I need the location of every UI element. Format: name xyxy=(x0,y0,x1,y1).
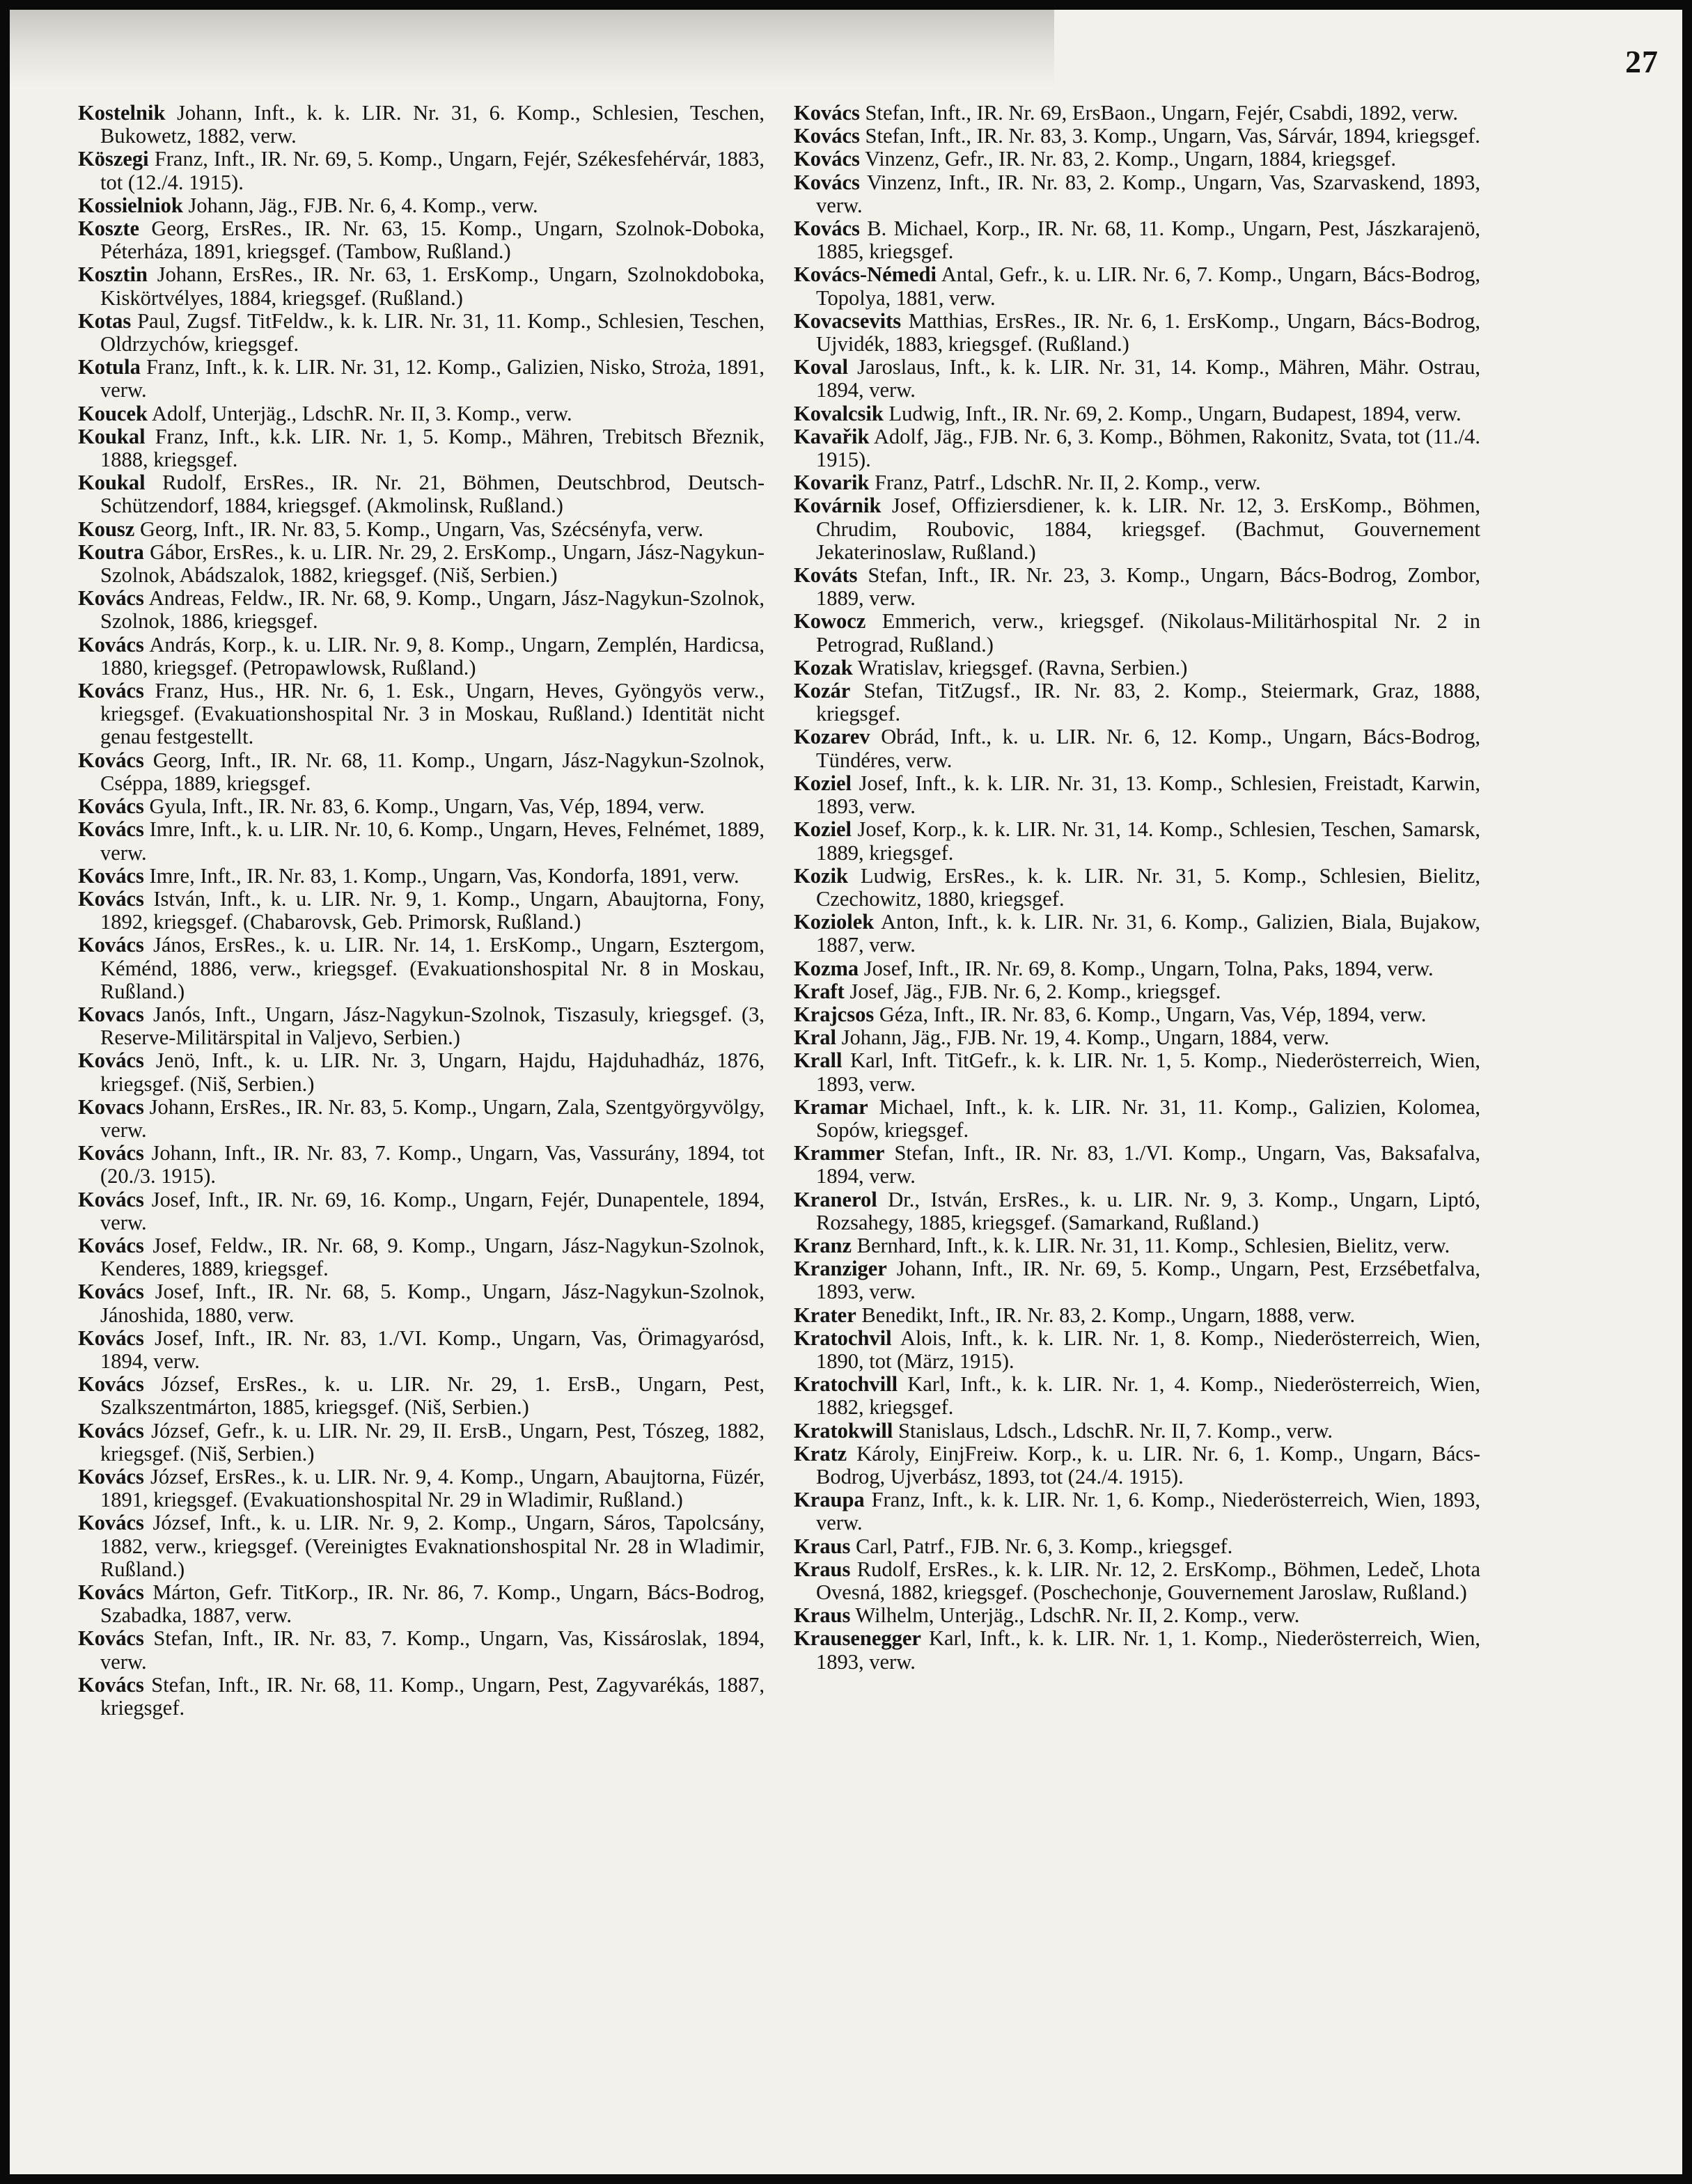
entry-details: Jenö, Inft., k. u. LIR. Nr. 3, Ungarn, Hajdu, Hajduhadház, 1876, kriegsgef. (Niš, Serbien.) xyxy=(100,1048,765,1096)
list-entry xyxy=(78,425,765,471)
list-entry xyxy=(794,148,1480,171)
list-entry xyxy=(78,1466,765,1511)
list-entry xyxy=(794,818,1480,864)
entry-surname: Kozár xyxy=(794,679,851,703)
entry-surname: Koziolek xyxy=(794,910,875,934)
list-entry xyxy=(794,911,1480,957)
entry-details: Janós, Inft., Ungarn, Jász-Nagykun-Szolnok, Tiszasuly, kriegsgef. (3, Reserve-Militärspital in Valjevo, Serbien.) xyxy=(100,1002,765,1050)
entry-details: Johann, Inft., IR. Nr. 69, 5. Komp., Ungarn, Pest, Erzsébetfalva, 1893, verw. xyxy=(816,1257,1480,1304)
entry-surname: Kovarik xyxy=(794,471,870,495)
entry-details: Gábor, ErsRes., k. u. LIR. Nr. 29, 2. ErsKomp., Ungarn, Jász-Nagykun-Szolnok, Abádszalok, 1882, kriegsgef. (Niš, Serbien.) xyxy=(100,540,765,588)
list-entry xyxy=(794,1488,1480,1534)
entry-details: Vinzenz, Gefr., IR. Nr. 83, 2. Komp., Ungarn, 1884, kriegsgef. xyxy=(859,147,1397,171)
list-entry xyxy=(794,865,1480,911)
entry-details: Rudolf, ErsRes., IR. Nr. 21, Böhmen, Deutschbrod, Deutsch-Schützendorf, 1884, kriegsgef. (Akmolinsk, Rußland.) xyxy=(100,471,765,518)
list-entry xyxy=(794,125,1480,148)
list-entry xyxy=(78,148,765,194)
list-entry xyxy=(78,217,765,263)
entry-surname: Kovacsevits xyxy=(794,308,902,333)
entry-surname: Kotas xyxy=(78,308,132,333)
entry-details: Matthias, ErsRes., IR. Nr. 6, 1. ErsKomp., Ungarn, Bács-Bodrog, Ujvidék, 1883, kriegsgef. (Rußland.) xyxy=(816,308,1480,356)
entry-surname: Kraus xyxy=(794,1603,851,1628)
entry-surname: Kovács xyxy=(78,1280,144,1304)
entry-surname: Koucek xyxy=(78,401,148,425)
entry-surname: Krajcsos xyxy=(794,1002,875,1026)
list-entry xyxy=(78,888,765,934)
list-entry xyxy=(794,1327,1480,1373)
entry-surname: Kranziger xyxy=(794,1257,887,1281)
entry-surname: Krausenegger xyxy=(794,1626,921,1651)
entry-surname: Kovács xyxy=(78,632,144,657)
list-entry xyxy=(78,587,765,633)
list-entry xyxy=(794,471,1480,494)
list-entry xyxy=(794,494,1480,564)
entry-details: Rudolf, ErsRes., k. k. LIR. Nr. 12, 2. ErsKomp., Böhmen, Ledeč, Lhota Ovesná, 1882, kriegsgef. (Poschechonje, Gouvernement Jaroslaw, Rußland.) xyxy=(816,1557,1480,1604)
entry-surname: Kovács xyxy=(78,748,144,772)
entry-details: Stefan, Inft., IR. Nr. 83, 1./VI. Komp., Ungarn, Vas, Baksafalva, 1894, verw. xyxy=(816,1141,1480,1188)
list-entry xyxy=(794,657,1480,679)
scan-shadow xyxy=(10,10,1054,86)
entry-details: Franz, Inft., IR. Nr. 69, 5. Komp., Ungarn, Fejér, Székesfehérvár, 1883, tot (12./4. 1915). xyxy=(100,147,765,194)
entry-details: Josef, Inft., IR. Nr. 69, 16. Komp., Ungarn, Fejér, Dunapentele, 1894, verw. xyxy=(100,1187,765,1234)
list-entry xyxy=(78,402,765,425)
entry-details: Georg, Inft., IR. Nr. 68, 11. Komp., Ungarn, Jász-Nagykun-Szolnok, Cséppa, 1889, kriegsgef. xyxy=(100,748,765,795)
list-entry xyxy=(794,1627,1480,1673)
entry-surname: Kavařik xyxy=(794,424,870,448)
entry-surname: Kovács xyxy=(78,1464,144,1488)
entry-surname: Kovács xyxy=(78,1626,144,1651)
list-entry xyxy=(794,1049,1480,1095)
entry-surname: Kovács xyxy=(78,1141,144,1165)
entry-details: Bernhard, Inft., k. k. LIR. Nr. 31, 11. Komp., Schlesien, Bielitz, verw. xyxy=(852,1233,1450,1257)
entry-details: Stefan, Inft., IR. Nr. 69, ErsBaon., Ungarn, Fejér, Csabdi, 1892, verw. xyxy=(859,101,1459,125)
list-entry xyxy=(78,1627,765,1673)
entry-surname: Kovács xyxy=(78,933,144,957)
entry-surname: Kovács xyxy=(78,817,144,842)
list-entry xyxy=(794,1003,1480,1026)
entry-details: Josef, Inft., IR. Nr. 83, 1./VI. Komp., Ungarn, Vas, Örimagyarósd, 1894, verw. xyxy=(100,1326,765,1373)
list-entry xyxy=(794,402,1480,425)
entry-surname: Kratochvil xyxy=(794,1326,892,1350)
entry-details: Johann, ErsRes., IR. Nr. 83, 5. Komp., Ungarn, Zala, Szentgyörgyvölgy, verw. xyxy=(100,1094,765,1142)
entry-details: Stefan, Inft., IR. Nr. 23, 3. Komp., Ungarn, Bács-Bodrog, Zombor, 1889, verw. xyxy=(816,563,1480,611)
list-entry xyxy=(78,679,765,749)
entry-surname: Kozma xyxy=(794,956,859,980)
entry-surname: Kotula xyxy=(78,355,141,379)
list-entry xyxy=(78,1581,765,1627)
entry-surname: Krater xyxy=(794,1303,856,1327)
entry-details: Stanislaus, Ldsch., LdschR. Nr. II, 7. Komp., verw. xyxy=(893,1418,1333,1443)
entry-details: Stefan, Inft., IR. Nr. 83, 3. Komp., Ungarn, Vas, Sárvár, 1894, kriegsgef. xyxy=(859,124,1480,148)
entry-surname: Kovács xyxy=(78,1511,144,1535)
entry-surname: Kovalcsik xyxy=(794,401,884,425)
entry-details: Wratislav, kriegsgef. (Ravna, Serbien.) xyxy=(852,655,1188,679)
entry-surname: Kossielniok xyxy=(78,193,183,217)
list-entry xyxy=(78,471,765,517)
entry-details: Franz, Inft., k.k. LIR. Nr. 1, 5. Komp., Mähren, Trebitsch Březnik, 1888, kriegsgef. xyxy=(100,424,765,472)
right-column xyxy=(794,102,1480,1674)
list-entry xyxy=(794,1304,1480,1327)
entry-details: Michael, Inft., k. k. LIR. Nr. 31, 11. Komp., Galizien, Kolomea, Sopów, kriegsgef. xyxy=(816,1094,1480,1142)
entry-details: Károly, EinjFreiw. Korp., k. u. LIR. Nr. 6, 1. Komp., Ungarn, Bács-Bodrog, Ujverbász, 1893, tot (24./4. 1915). xyxy=(816,1441,1480,1488)
entry-details: Franz, Patrf., LdschR. Nr. II, 2. Komp., verw. xyxy=(869,471,1261,495)
entry-details: Ludwig, Inft., IR. Nr. 69, 2. Komp., Ungarn, Budapest, 1894, verw. xyxy=(883,401,1462,425)
list-entry xyxy=(794,102,1480,125)
list-entry xyxy=(794,772,1480,818)
entry-surname: Kozarev xyxy=(794,725,870,749)
entry-details: Georg, ErsRes., IR. Nr. 63, 15. Komp., Ungarn, Szolnok-Doboka, Péterháza, 1891, kriegsgef. (Tambow, Rußland.) xyxy=(100,217,765,264)
page-number: 27 xyxy=(1625,44,1659,79)
list-entry xyxy=(794,263,1480,309)
entry-surname: Kovacs xyxy=(78,1094,144,1119)
entry-surname: Kraus xyxy=(794,1557,851,1581)
list-entry xyxy=(78,1234,765,1280)
list-entry xyxy=(78,102,765,148)
list-entry xyxy=(794,679,1480,725)
list-entry xyxy=(78,1280,765,1326)
entry-details: Emmerich, verw., kriegsgef. (Nikolaus-Militärhospital Nr. 2 in Petrograd, Rußland.) xyxy=(816,609,1480,657)
list-entry xyxy=(794,1604,1480,1627)
entry-details: Carl, Patrf., FJB. Nr. 6, 3. Komp., kriegsgef. xyxy=(850,1534,1233,1558)
list-entry xyxy=(78,263,765,309)
list-entry xyxy=(794,1257,1480,1303)
list-entry xyxy=(794,171,1480,217)
list-entry xyxy=(794,1234,1480,1257)
entry-surname: Koszte xyxy=(78,217,140,241)
entry-surname: Kowocz xyxy=(794,609,866,634)
list-entry xyxy=(794,610,1480,656)
entry-details: Dr., István, ErsRes., k. u. LIR. Nr. 9, 3. Komp., Ungarn, Liptó, Rozsahegy, 1885, kriegsgef. (Samarkand, Rußland.) xyxy=(816,1187,1480,1234)
list-entry xyxy=(794,1026,1480,1049)
entry-surname: Kranz xyxy=(794,1233,852,1257)
list-entry xyxy=(78,1373,765,1419)
list-entry xyxy=(78,749,765,795)
entry-details: Ludwig, ErsRes., k. k. LIR. Nr. 31, 5. Komp., Schlesien, Bielitz, Czechowitz, 1880, kriegsgef. xyxy=(816,863,1480,911)
entry-surname: Kovacs xyxy=(78,1002,144,1026)
list-entry xyxy=(78,934,765,1003)
list-entry xyxy=(794,1443,1480,1488)
entry-surname: Kovács xyxy=(78,1418,144,1443)
entry-surname: Kovács-Némedi xyxy=(794,262,937,287)
list-entry xyxy=(794,1420,1480,1443)
list-entry xyxy=(78,194,765,217)
entry-details: Géza, Inft., IR. Nr. 83, 6. Komp., Ungarn, Vas, Vép, 1894, verw. xyxy=(874,1002,1427,1026)
entry-details: József, Inft., k. u. LIR. Nr. 9, 2. Komp., Ungarn, Sáros, Tapolcsány, 1882, verw., kriegsgef. (Vereinigtes Evaknationshospital Nr. 28 in Wladimir, Rußland.) xyxy=(100,1511,765,1581)
entry-surname: Kovács xyxy=(78,886,144,911)
entry-details: Josef, Korp., k. k. LIR. Nr. 31, 14. Komp., Schlesien, Teschen, Samarsk, 1889, kriegsgef. xyxy=(816,817,1480,865)
entry-surname: Kranerol xyxy=(794,1187,877,1211)
entry-details: József, Gefr., k. u. LIR. Nr. 29, II. ErsB., Ungarn, Pest, Tószeg, 1882, kriegsgef. (Niš, Serbien.) xyxy=(100,1418,765,1466)
list-entry xyxy=(78,356,765,402)
entry-surname: Kovács xyxy=(794,217,860,241)
entry-surname: Kovárnik xyxy=(794,494,882,518)
entry-surname: Kozik xyxy=(794,863,848,888)
entry-details: Karl, Inft., k. k. LIR. Nr. 1, 4. Komp., Niederösterreich, Wien, 1882, kriegsgef. xyxy=(816,1372,1480,1420)
list-entry xyxy=(794,1096,1480,1142)
entry-details: István, Inft., k. u. LIR. Nr. 9, 1. Komp., Ungarn, Abaujtorna, Fony, 1892, kriegsgef. (Chabarovsk, Geb. Primorsk, Rußland.) xyxy=(100,886,765,934)
entry-surname: Kovács xyxy=(794,170,860,194)
entry-surname: Kovács xyxy=(78,1672,144,1697)
list-entry xyxy=(78,865,765,888)
entry-surname: Koval xyxy=(794,355,848,379)
entry-details: Benedikt, Inft., IR. Nr. 83, 2. Komp., Ungarn, 1888, verw. xyxy=(856,1303,1356,1327)
entry-details: Stefan, Inft., IR. Nr. 83, 7. Komp., Ungarn, Vas, Kissároslak, 1894, verw. xyxy=(100,1626,765,1674)
entry-details: Johann, Jäg., FJB. Nr. 6, 4. Komp., verw. xyxy=(182,193,538,217)
entry-surname: Koukal xyxy=(78,424,146,448)
entry-details: Adolf, Unterjäg., LdschR. Nr. II, 3. Komp., verw. xyxy=(147,401,572,425)
entry-details: Márton, Gefr. TitKorp., IR. Nr. 86, 7. Komp., Ungarn, Bács-Bodrog, Szabadka, 1887, verw. xyxy=(100,1580,765,1628)
entry-surname: Köszegi xyxy=(78,147,149,171)
entry-details: József, ErsRes., k. u. LIR. Nr. 29, 1. ErsB., Ungarn, Pest, Szalkszentmárton, 1885, kriegsgef. (Niš, Serbien.) xyxy=(100,1372,765,1420)
entry-details: Obrád, Inft., k. u. LIR. Nr. 6, 12. Komp., Ungarn, Bács-Bodrog, Tündéres, verw. xyxy=(816,725,1480,772)
list-entry xyxy=(794,1558,1480,1604)
entry-surname: Kraus xyxy=(794,1534,851,1558)
entry-details: Jaroslaus, Inft., k. k. LIR. Nr. 31, 14. Komp., Mähren, Mähr. Ostrau, 1894, verw. xyxy=(816,355,1480,402)
list-entry xyxy=(794,980,1480,1003)
list-entry xyxy=(78,795,765,818)
entry-surname: Kraupa xyxy=(794,1488,865,1512)
left-column xyxy=(78,102,765,1720)
list-entry xyxy=(78,1674,765,1720)
list-entry xyxy=(78,1142,765,1188)
entry-surname: Koutra xyxy=(78,540,144,564)
entry-surname: Krall xyxy=(794,1048,843,1073)
entry-surname: Kovács xyxy=(794,124,860,148)
list-entry xyxy=(78,1049,765,1095)
entry-details: András, Korp., k. u. LIR. Nr. 9, 8. Komp., Ungarn, Zemplén, Hardicsa, 1880, kriegsgef. (Petropawlowsk, Rußland.) xyxy=(100,632,765,679)
entry-surname: Kosztin xyxy=(78,262,148,287)
entry-surname: Kramar xyxy=(794,1094,868,1119)
entry-surname: Kovács xyxy=(78,1187,144,1211)
list-entry xyxy=(78,1420,765,1466)
entry-details: Josef, Jäg., FJB. Nr. 6, 2. Komp., kriegsgef. xyxy=(844,979,1221,1003)
entry-details: Paul, Zugsf. TitFeldw., k. k. LIR. Nr. 31, 11. Komp., Schlesien, Teschen, Oldrzychów, kriegsgef. xyxy=(100,308,765,356)
entry-surname: Kovács xyxy=(78,1372,144,1397)
entry-details: Alois, Inft., k. k. LIR. Nr. 1, 8. Komp., Niederösterreich, Wien, 1890, tot (März, 1915). xyxy=(816,1326,1480,1373)
entry-details: József, ErsRes., k. u. LIR. Nr. 9, 4. Komp., Ungarn, Abaujtorna, Füzér, 1891, kriegsgef. (Evakuationshospital Nr. 29 in Wladimir, Rußland.) xyxy=(100,1464,765,1512)
entry-details: Franz, Inft., k. k. LIR. Nr. 1, 6. Komp., Niederösterreich, Wien, 1893, verw. xyxy=(816,1488,1480,1535)
entry-surname: Kraft xyxy=(794,979,845,1003)
entry-details: Imre, Inft., IR. Nr. 83, 1. Komp., Ungarn, Vas, Kondorfa, 1891, verw. xyxy=(143,863,739,888)
entry-details: Johann, ErsRes., IR. Nr. 63, 1. ErsKomp., Ungarn, Szolnokdoboka, Kiskörtvélyes, 1884, kriegsgef. (Rußland.) xyxy=(100,262,765,310)
entry-surname: Kovács xyxy=(794,101,860,125)
entry-details: Josef, Inft., k. k. LIR. Nr. 31, 13. Komp., Schlesien, Freistadt, Karwin, 1893, verw. xyxy=(816,771,1480,819)
entry-details: Adolf, Jäg., FJB. Nr. 6, 3. Komp., Böhmen, Rakonitz, Svata, tot (11./4. 1915). xyxy=(816,424,1480,472)
entry-surname: Koukal xyxy=(78,471,146,495)
entry-surname: Koziel xyxy=(794,817,852,842)
entry-surname: Koziel xyxy=(794,771,852,795)
entry-details: Josef, Feldw., IR. Nr. 68, 9. Komp., Ungarn, Jász-Nagykun-Szolnok, Kenderes, 1889, kriegsgef. xyxy=(100,1233,765,1281)
entry-details: Georg, Inft., IR. Nr. 83, 5. Komp., Ungarn, Vas, Szécsényfa, verw. xyxy=(134,517,704,541)
entry-surname: Kostelnik xyxy=(78,101,166,125)
entry-details: Franz, Hus., HR. Nr. 6, 1. Esk., Ungarn, Heves, Gyöngyös verw., kriegsgef. (Evakuationshospital Nr. 3 in Moskau, Rußland.) Identität nicht genau festgestellt. xyxy=(100,679,765,749)
entry-details: Gyula, Inft., IR. Nr. 83, 6. Komp., Ungarn, Vas, Vép, 1894, verw. xyxy=(143,794,705,819)
list-entry xyxy=(794,425,1480,471)
list-entry xyxy=(794,356,1480,402)
list-entry xyxy=(794,1373,1480,1419)
entry-surname: Kousz xyxy=(78,517,135,541)
list-entry xyxy=(794,1535,1480,1558)
entry-details: Johann, Jäg., FJB. Nr. 19, 4. Komp., Ungarn, 1884, verw. xyxy=(836,1026,1329,1050)
list-entry xyxy=(794,564,1480,610)
list-entry xyxy=(794,725,1480,771)
entry-details: Imre, Inft., k. u. LIR. Nr. 10, 6. Komp., Ungarn, Heves, Felnémet, 1889, verw. xyxy=(100,817,765,865)
list-entry xyxy=(78,1003,765,1049)
entry-details: Franz, Inft., k. k. LIR. Nr. 31, 12. Komp., Galizien, Nisko, Stroża, 1891, verw. xyxy=(100,355,765,402)
entry-details: Vinzenz, Inft., IR. Nr. 83, 2. Komp., Ungarn, Vas, Szarvaskend, 1893, verw. xyxy=(816,170,1480,217)
entry-surname: Kratokwill xyxy=(794,1418,893,1443)
entry-surname: Kovács xyxy=(78,586,144,611)
entry-surname: Kratz xyxy=(794,1441,847,1466)
entry-details: Johann, Inft., k. k. LIR. Nr. 31, 6. Komp., Schlesien, Teschen, Bukowetz, 1882, verw. xyxy=(100,101,765,148)
list-entry xyxy=(794,957,1480,980)
entry-details: Stefan, Inft., IR. Nr. 68, 11. Komp., Ungarn, Pest, Zagyvarékás, 1887, kriegsgef. xyxy=(100,1672,765,1720)
list-entry xyxy=(78,541,765,587)
entry-surname: Kozak xyxy=(794,655,853,679)
entry-surname: Kováts xyxy=(794,563,858,588)
list-entry xyxy=(78,1096,765,1142)
entry-details: János, ErsRes., k. u. LIR. Nr. 14, 1. ErsKomp., Ungarn, Esztergom, Kéménd, 1886, verw., kriegsgef. (Evakuationshospital Nr. 8 in Moskau, Rußland.) xyxy=(100,933,765,1003)
entry-surname: Kovács xyxy=(78,863,144,888)
entry-details: Josef, Inft., IR. Nr. 69, 8. Komp., Ungarn, Tolna, Paks, 1894, verw. xyxy=(859,956,1434,980)
entry-surname: Kovács xyxy=(78,1580,144,1604)
entry-surname: Kovács xyxy=(78,1233,144,1257)
entry-details: Karl, Inft., k. k. LIR. Nr. 1, 1. Komp., Niederösterreich, Wien, 1893, verw. xyxy=(816,1626,1480,1674)
list-entry xyxy=(78,1511,765,1581)
list-entry xyxy=(794,217,1480,263)
entry-surname: Krammer xyxy=(794,1141,885,1165)
list-entry xyxy=(794,1142,1480,1188)
entry-details: B. Michael, Korp., IR. Nr. 68, 11. Komp., Ungarn, Pest, Jászkarajenö, 1885, kriegsgef. xyxy=(816,217,1480,264)
entry-details: Anton, Inft., k. k. LIR. Nr. 31, 6. Komp., Galizien, Biala, Bujakow, 1887, verw. xyxy=(816,910,1480,957)
list-entry xyxy=(78,818,765,864)
list-entry xyxy=(78,1327,765,1373)
entry-details: Stefan, TitZugsf., IR. Nr. 83, 2. Komp., Steiermark, Graz, 1888, kriegsgef. xyxy=(816,679,1480,726)
entry-surname: Kovács xyxy=(78,679,144,703)
list-entry xyxy=(78,518,765,541)
entry-details: Johann, Inft., IR. Nr. 83, 7. Komp., Ungarn, Vas, Vassurány, 1894, tot (20./3. 1915). xyxy=(100,1141,765,1188)
list-entry xyxy=(794,1188,1480,1234)
list-entry xyxy=(78,634,765,679)
entry-surname: Kovács xyxy=(78,794,144,819)
entry-surname: Kral xyxy=(794,1026,836,1050)
entry-surname: Kovács xyxy=(794,147,860,171)
list-entry xyxy=(794,310,1480,356)
entry-surname: Kratochvill xyxy=(794,1372,898,1397)
entry-surname: Kovács xyxy=(78,1048,144,1073)
entry-details: Josef, Inft., IR. Nr. 68, 5. Komp., Ungarn, Jász-Nagykun-Szolnok, Jánoshida, 1880, verw. xyxy=(100,1280,765,1327)
entry-surname: Kovács xyxy=(78,1326,144,1350)
entry-details: Wilhelm, Unterjäg., LdschR. Nr. II, 2. Komp., verw. xyxy=(850,1603,1300,1628)
entry-details: Antal, Gefr., k. u. LIR. Nr. 6, 7. Komp., Ungarn, Bács-Bodrog, Topolya, 1881, verw. xyxy=(816,262,1480,310)
entry-details: Karl, Inft. TitGefr., k. k. LIR. Nr. 1, 5. Komp., Niederösterreich, Wien, 1893, verw. xyxy=(816,1048,1480,1096)
entry-details: Josef, Offiziersdiener, k. k. LIR. Nr. 12, 3. ErsKomp., Böhmen, Chrudim, Roubovic, 1884, kriegsgef. (Bachmut, Gouvernement Jekaterinoslaw, Rußland.) xyxy=(816,494,1480,564)
entry-details: Andreas, Feldw., IR. Nr. 68, 9. Komp., Ungarn, Jász-Nagykun-Szolnok, Szolnok, 1886, kriegsgef. xyxy=(100,586,765,634)
list-entry xyxy=(78,1188,765,1234)
list-entry xyxy=(78,310,765,356)
